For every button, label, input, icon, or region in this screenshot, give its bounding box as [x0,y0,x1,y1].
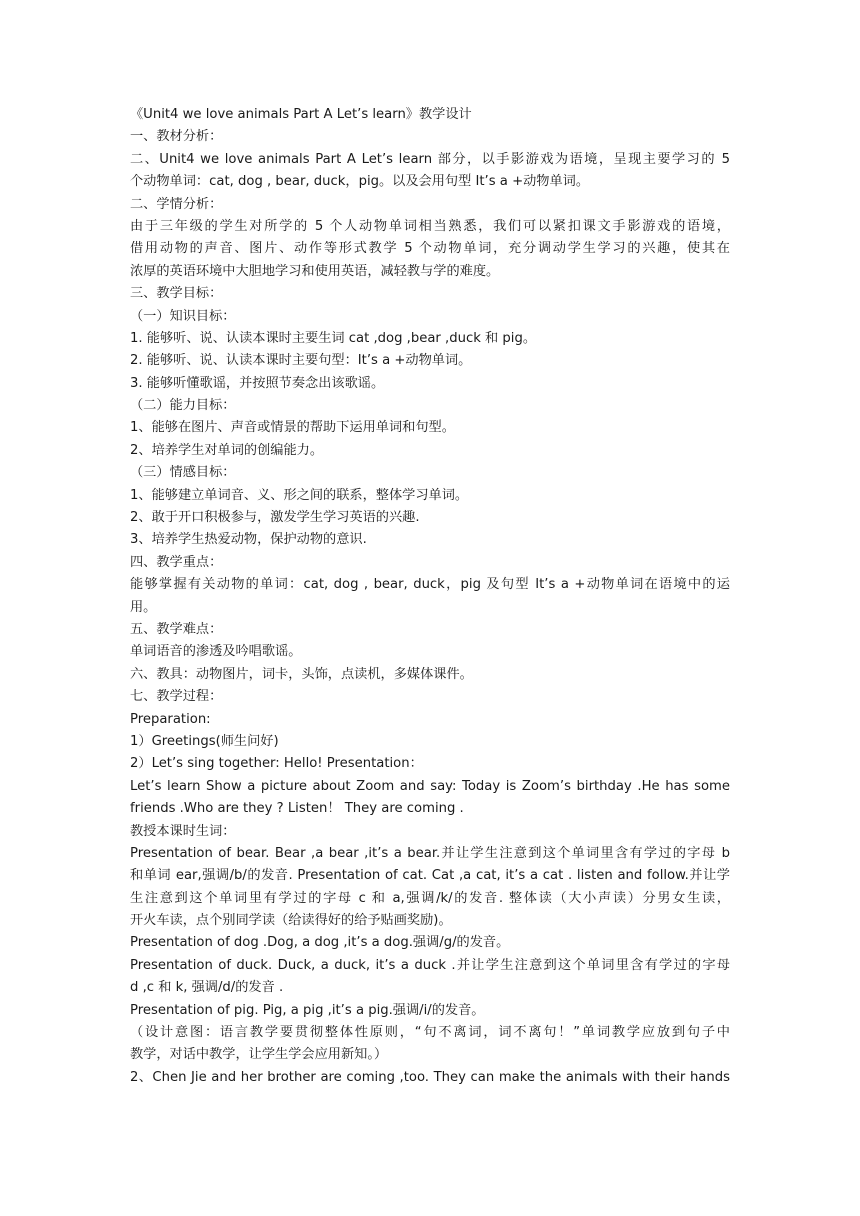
paragraph-line: 由于三年级的学生对所学的 5 个人动物单词相当熟悉，我们可以紧扣课文手影游戏的语境， [130,218,730,234]
section-heading: 一、教材分析： [130,129,223,145]
doc-title: 《Unit4 we love animals Part A Let’s learn》教学设计 [130,107,472,122]
paragraph-line: 开火车读，点个别同学读（给读得好的给予贴画奖励)。 [130,913,452,929]
list-item: 1. 能够听、说、认读本课时主要生词 cat ,dog ,bear ,duck 和 pig。 [130,330,537,346]
list-item: 1、能够建立单词音、义、形之间的联系，整体学习单词。 [130,487,469,503]
list-item: 3、培养学生热爱动物，保护动物的意识. [130,532,367,548]
section-heading: 七、教学过程： [130,689,223,705]
section-heading: 三、教学目标： [130,286,223,302]
paragraph-line: d ,c 和 k, 强调/d/的发音 . [130,980,284,996]
paragraph-line: 和单词 ear,强调/b/的发音. Presentation of cat. Cat ,a cat, it’s a cat . listen and follow.并让学 [130,868,730,884]
subsection-heading: （二）能力目标： [130,398,236,414]
paragraph-line: Preparation: [130,711,211,727]
paragraph-line: 教学，对话中教学，让学生学会应用新知。） [130,1047,388,1063]
paragraph-line: Let’s learn Show a picture about Zoom and say: Today is Zoom’s birthday .He has some [130,778,730,794]
paragraph-line: 2、Chen Jie and her brother are coming ,too. They can make the animals with their hands [130,1069,730,1085]
section-heading: 六、教具：动物图片，词卡，头饰，点读机，多媒体课件。 [130,666,473,682]
list-item: 2. 能够听、说、认读本课时主要句型：It’s a +动物单词。 [130,353,472,369]
paragraph-line: 二、Unit4 we love animals Part A Let’s learn 部分，以手影游戏为语境，呈现主要学习的 5 [130,151,730,167]
paragraph-line: 借用动物的声音、图片、动作等形式教学 5 个动物单词，充分调动学生学习的兴趣，使其在 [130,241,730,257]
document-body [130,104,730,1089]
list-item: 2、敢于开口积极参与，激发学生学习英语的兴趣. [130,510,420,526]
paragraph-line: 2）Let’s sing together: Hello! Presentation： [130,756,423,772]
paragraph-line: 个动物单词：cat, dog , bear, duck，pig。以及会用句型 It’s a +动物单词。 [130,174,590,190]
paragraph-line: Presentation of pig. Pig, a pig ,it’s a pig.强调/i/的发音。 [130,1002,485,1018]
section-heading: 五、教学难点： [130,621,223,637]
paragraph-line: Presentation of bear. Bear ,a bear ,it’s a bear.并让学生注意到这个单词里含有学过的字母 b [130,845,730,861]
paragraph-line: 浓厚的英语环境中大胆地学习和使用英语，减轻教与学的难度。 [130,263,500,279]
section-heading: 二、学情分析： [130,196,223,212]
list-item: 2、培养学生对单词的创编能力。 [130,442,324,458]
paragraph-line: friends .Who are they ? Listen！ They are coming . [130,801,464,817]
paragraph-line: Presentation of duck. Duck, a duck, it’s a duck .并让学生注意到这个单词里含有学过的字母 [130,957,730,973]
list-item: 1、能够在图片、声音或情景的帮助下运用单词和句型。 [130,420,455,436]
section-heading: 四、教学重点： [130,554,223,570]
paragraph-line: 用。 [130,599,157,615]
paragraph-line: 1）Greetings(师生问好) [130,733,279,749]
subsection-heading: （一）知识目标： [130,308,236,324]
paragraph-line: Presentation of dog .Dog, a dog ,it’s a dog.强调/g/的发音。 [130,935,510,951]
paragraph-line: 能够掌握有关动物的单词：cat, dog , bear, duck，pig 及句型 It’s a +动物单词在语境中的运 [130,577,730,593]
paragraph-line: 单词语音的渗透及吟唱歌谣。 [130,644,302,660]
list-item: 3. 能够听懂歌谣，并按照节奏念出该歌谣。 [130,375,385,391]
paragraph-line: 生注意到这个单词里有学过的字母 c 和 a,强调/k/的发音. 整体读（大小声读）分男女生读， [130,890,730,906]
paragraph-line: 教授本课时生词： [130,823,236,839]
paragraph-line: （设计意图：语言教学要贯彻整体性原则，“句不离词，词不离句！”单词教学应放到句子中 [130,1025,730,1041]
subsection-heading: （三）情感目标： [130,465,236,481]
